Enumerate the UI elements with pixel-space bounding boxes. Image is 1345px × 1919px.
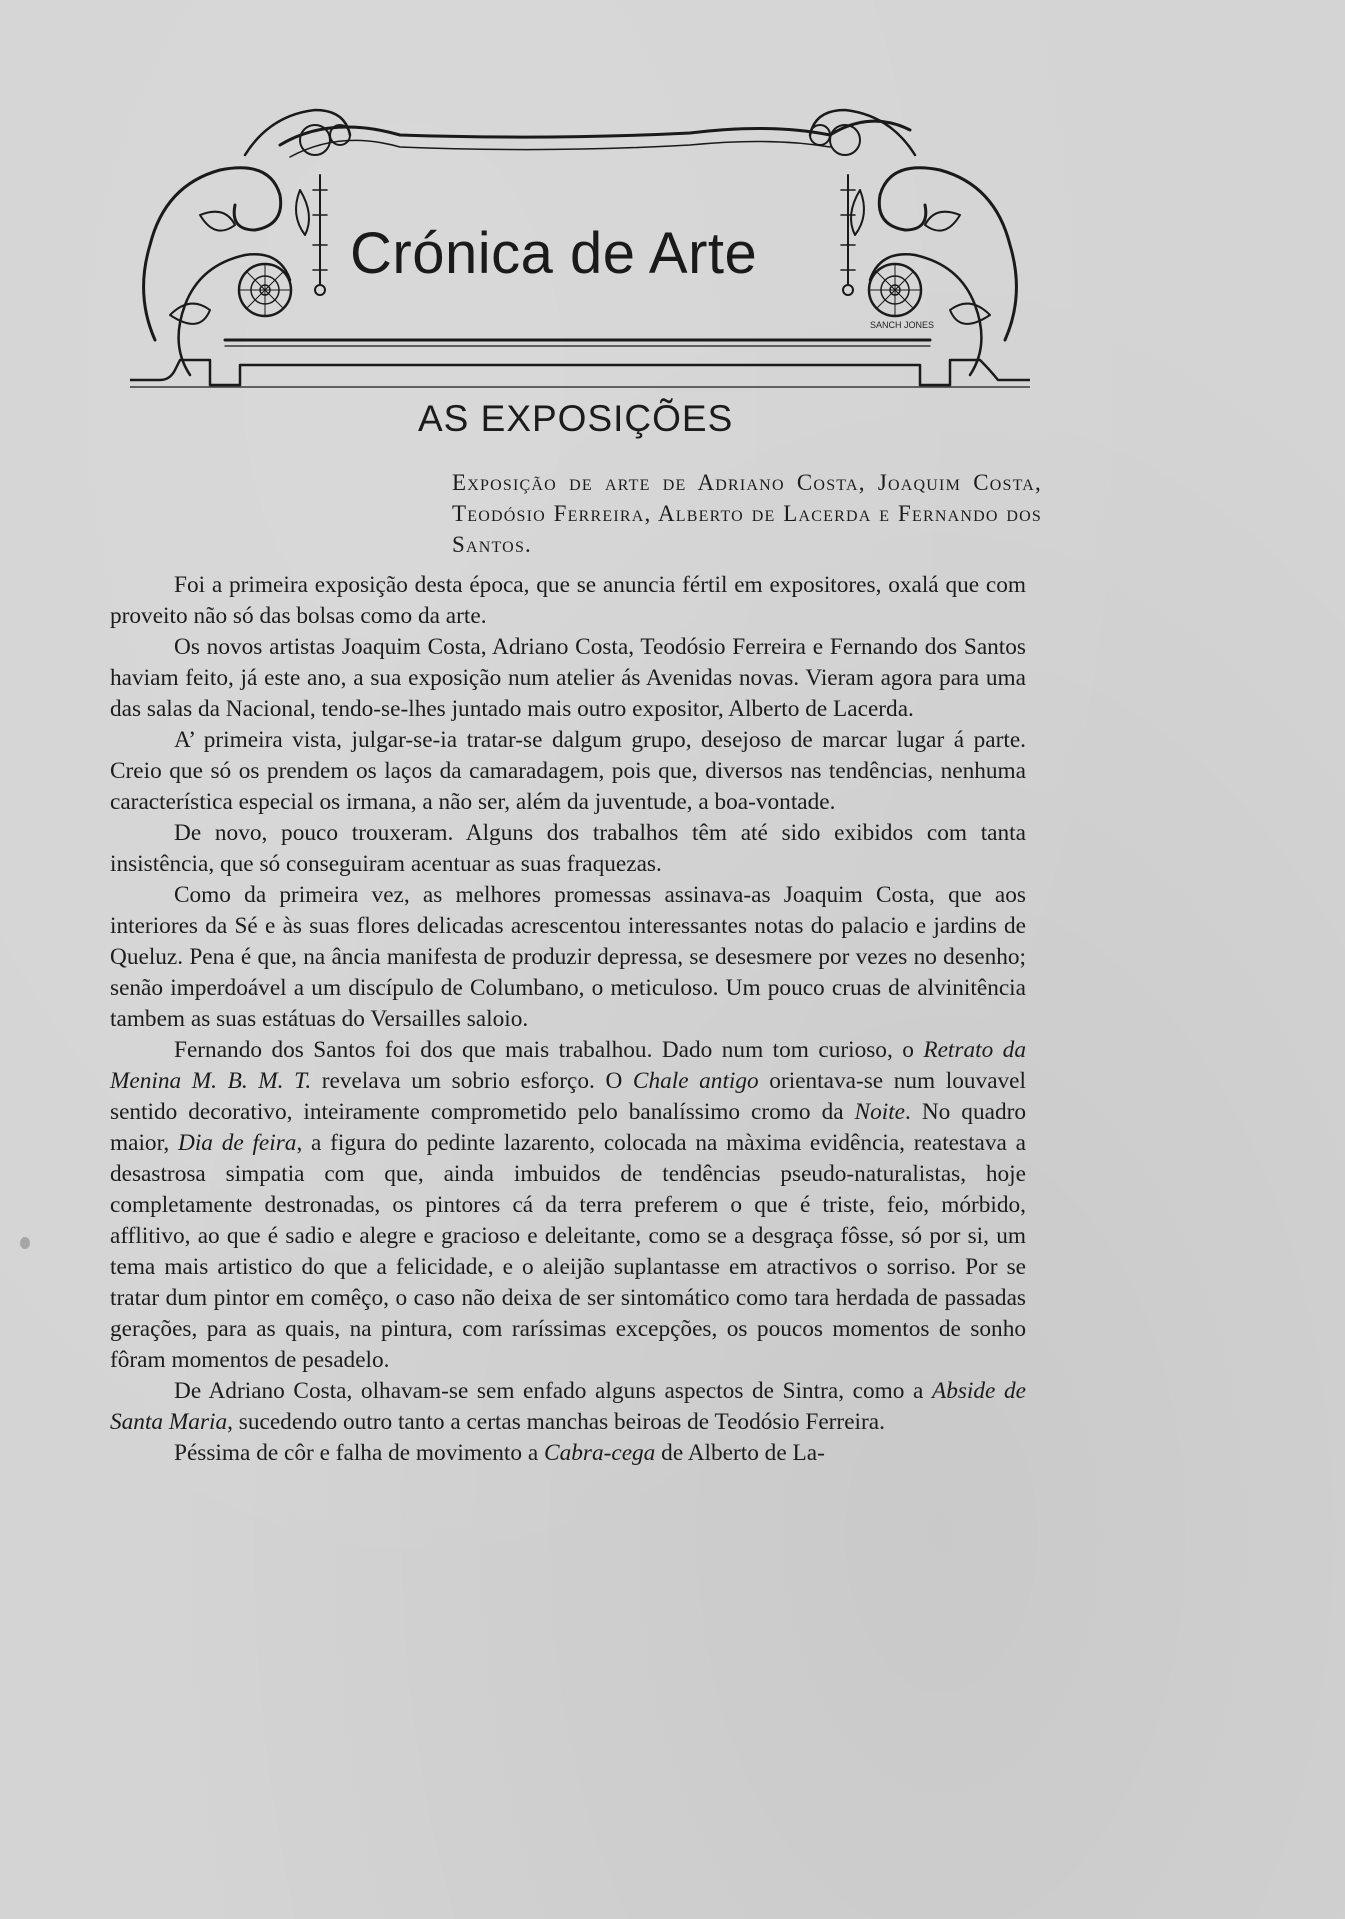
italic-title-text: Chale antigo — [632, 1068, 759, 1094]
paragraph-text: . No quadro maior, — [110, 1099, 1026, 1156]
paragraph-text: , sucedendo outro tanto a certas manchas beiroas de Teodósio Ferreira. — [227, 1409, 885, 1435]
article-subtitle: Exposição de arte de Adriano Costa, Joaquim Costa, Teodósio Ferreira, Alberto de Lacerda e Fernando dos Santos. — [452, 470, 1042, 557]
italic-title-text: Dia de feira — [178, 1130, 297, 1156]
header-title: Crónica de Arte — [350, 221, 758, 286]
article-body — [110, 570, 1026, 1469]
paragraph — [110, 1035, 1026, 1376]
paragraph — [110, 725, 1026, 818]
ornamental-header — [130, 95, 1030, 405]
italic-title-text: Cabra-cega — [544, 1440, 656, 1466]
paragraph-text: de Alberto de La- — [655, 1440, 825, 1466]
paragraph-text: Fernando dos Santos foi dos que mais trabalhou. Dado num tom curioso, o — [174, 1037, 924, 1063]
paragraph-text: Foi a primeira exposição desta época, que se anuncia fértil em expositores, oxalá que com proveito não só das bolsas como da arte. — [110, 572, 1026, 629]
paragraph-text: A’ primeira vista, julgar-se-ia tratar-se dalgum grupo, desejoso de marcar lugar á parte. Creio que só os prendem os laços da camaradagem, pois que, diversos nas tendências, nenhuma característica especial os irmana, a não ser, além da juventude, a boa-vontade. — [110, 727, 1026, 815]
paragraph-text: Péssima de côr e falha de movimento a — [174, 1440, 545, 1466]
italic-title-text: Abside de Santa Maria — [110, 1378, 1026, 1435]
paragraph-text: De novo, pouco trouxeram. Alguns dos trabalhos têm até sido exibidos com tanta insistência, que só conseguiram acentuar as suas fraquezas. — [110, 820, 1026, 877]
paragraph-text: orientava-se num louvavel sentido decorativo, inteiramente comprometido pelo banalíssimo cromo da — [110, 1068, 1026, 1125]
paragraph — [110, 1376, 1026, 1438]
paragraph — [110, 1438, 1026, 1469]
artist-signature: SANCH JONES — [870, 320, 935, 330]
italic-title-text: Retrato da Menina M. B. M. T. — [110, 1037, 1026, 1094]
paragraph — [110, 570, 1026, 632]
paragraph-text: revelava um sobrio esforço. O — [311, 1068, 633, 1094]
paragraph-text: , a figura do pedinte lazarento, colocada na màxima evidência, reatestava a desastrosa simpatia com que, ainda imbuidos de tendências pseudo-naturalistas, hoje completamente destronadas, os pintores cá da terra preferem o que é triste, feio, mórbido, afflitivo, ao que é sadio e alegre e gracioso e deleitante, como se a desgraça fôsse, só por si, um tema mais artistico do que a felicidade, e o aleijão suplantasse em atractivos o sorriso. Por se tratar dum pintor em comêço, o caso não deixa de ser sintomático como tara herdada de passadas gerações, para as quais, na pintura, com raríssimas excepções, os poucos momentos de sonho fôram momentos de pesadelo. — [110, 1130, 1026, 1373]
paragraph-text: De Adriano Costa, olhavam-se sem enfado alguns aspectos de Sintra, como a — [174, 1378, 932, 1404]
ink-smudge — [20, 1237, 30, 1249]
section-title: AS EXPOSIÇÕES — [418, 398, 734, 439]
paragraph-text: Os novos artistas Joaquim Costa, Adriano Costa, Teodósio Ferreira e Fernando dos Santos haviam feito, já este ano, a sua exposição num atelier ás Avenidas novas. Vieram agora para uma das salas da Nacional, tendo-se-lhes juntado mais outro expositor, Alberto de Lacerda. — [110, 634, 1026, 722]
paragraph — [110, 632, 1026, 725]
paragraph-text: Como da primeira vez, as melhores promessas assinava-as Joaquim Costa, que aos interiores da Sé e às suas flores delicadas acrescentou interessantes notas do palacio e jardins de Queluz. Pena é que, na ância manifesta de produzir depressa, se desesmere por vezes no desenho; senão imperdoável a um discípulo de Columbano, o meticuloso. Um pouco cruas de alvinitência tambem as suas estátuas do Versailles saloio. — [110, 882, 1026, 1032]
paragraph — [110, 880, 1026, 1035]
paragraph — [110, 818, 1026, 880]
italic-title-text: Noite — [854, 1099, 906, 1125]
